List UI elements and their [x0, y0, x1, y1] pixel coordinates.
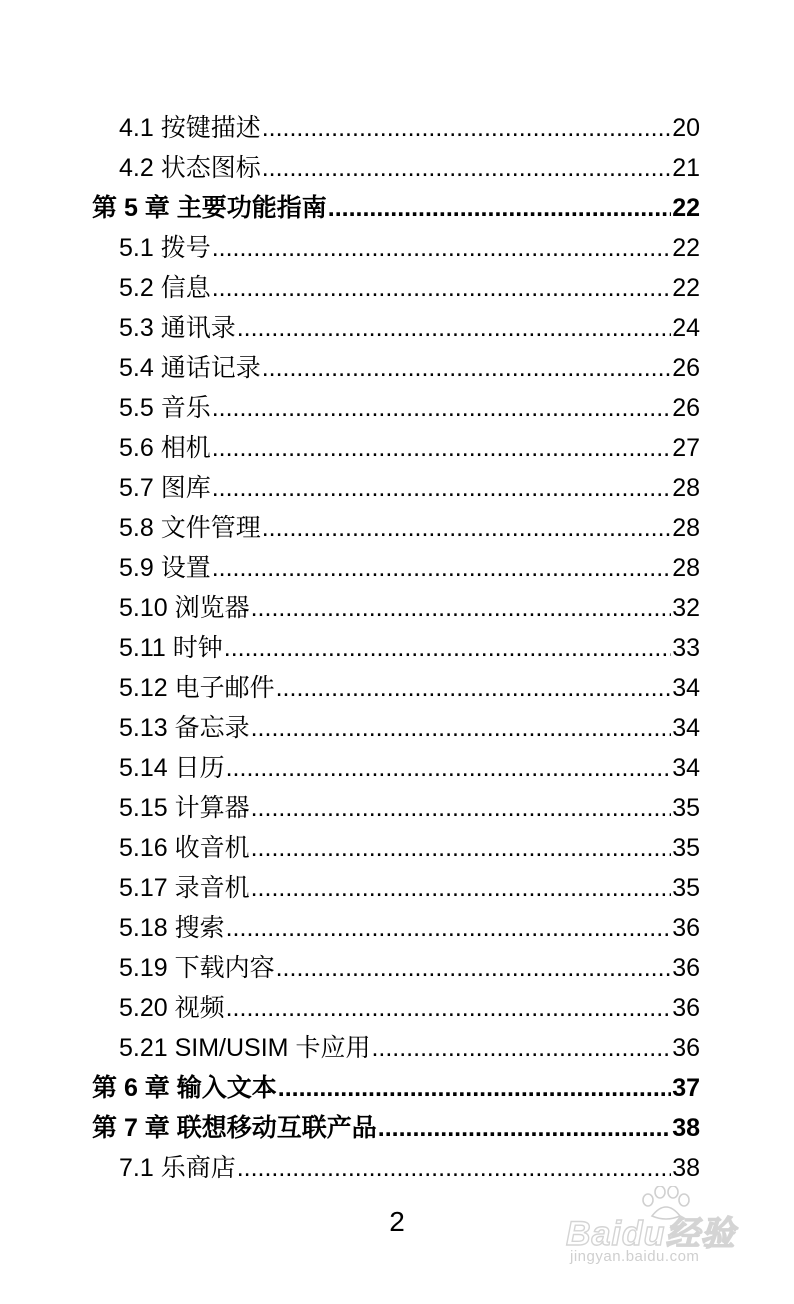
toc-entry-page: 22	[672, 194, 700, 222]
toc-entry-page: 28	[672, 474, 700, 502]
toc-section-entry[interactable]	[0, 988, 794, 1028]
watermark-brand: Baidu经验	[566, 1215, 736, 1253]
table-of-contents	[0, 108, 794, 1188]
toc-section-entry[interactable]	[0, 468, 794, 508]
toc-entry-label: 5.18 搜索	[119, 914, 225, 942]
toc-section-entry[interactable]	[0, 388, 794, 428]
toc-entry-label: 5.17 录音机	[119, 874, 250, 902]
page-number: 2	[389, 1206, 405, 1237]
toc-entry-page: 35	[672, 834, 700, 862]
toc-entry-label: 5.16 收音机	[119, 834, 250, 862]
toc-section-entry[interactable]	[0, 588, 794, 628]
toc-entry-page: 26	[672, 394, 700, 422]
toc-entry-page: 33	[672, 634, 700, 662]
toc-section-entry[interactable]	[0, 308, 794, 348]
toc-entry-page: 36	[672, 914, 700, 942]
toc-entry-page: 20	[672, 114, 700, 142]
toc-section-entry[interactable]	[0, 348, 794, 388]
toc-entry-page: 26	[672, 354, 700, 382]
toc-section-entry[interactable]	[0, 228, 794, 268]
toc-section-entry[interactable]	[0, 148, 794, 188]
toc-entry-label: 4.2 状态图标	[119, 154, 261, 182]
toc-chapter-entry[interactable]	[0, 1108, 794, 1148]
toc-entry-label: 5.1 拨号	[119, 234, 211, 262]
toc-entry-label: 5.6 相机	[119, 434, 211, 462]
toc-section-entry[interactable]	[0, 108, 794, 148]
dot-leader	[378, 1108, 671, 1148]
dot-leader	[251, 708, 672, 748]
toc-entry-label: 第 6 章 输入文本	[92, 1074, 277, 1102]
toc-entry-page: 35	[672, 874, 700, 902]
toc-section-entry[interactable]	[0, 788, 794, 828]
toc-entry-page: 36	[672, 1034, 700, 1062]
toc-entry-page: 34	[672, 714, 700, 742]
dot-leader	[237, 308, 671, 348]
toc-entry-label: 5.5 音乐	[119, 394, 211, 422]
dot-leader	[262, 148, 671, 188]
toc-entry-label: 5.7 图库	[119, 474, 211, 502]
toc-entry-label: 5.4 通话记录	[119, 354, 261, 382]
toc-section-entry[interactable]	[0, 428, 794, 468]
toc-entry-page: 32	[672, 594, 700, 622]
toc-entry-page: 24	[672, 314, 700, 342]
baidu-watermark	[560, 1186, 760, 1276]
dot-leader	[251, 588, 672, 628]
toc-section-entry[interactable]	[0, 508, 794, 548]
toc-entry-page: 34	[672, 674, 700, 702]
dot-leader	[212, 428, 671, 468]
toc-entry-page: 34	[672, 754, 700, 782]
toc-entry-page: 38	[672, 1114, 700, 1142]
dot-leader	[251, 788, 672, 828]
toc-entry-label: 5.2 信息	[119, 274, 211, 302]
dot-leader	[276, 668, 672, 708]
dot-leader	[212, 268, 671, 308]
toc-section-entry[interactable]	[0, 668, 794, 708]
toc-entry-label: 7.1 乐商店	[119, 1154, 236, 1182]
toc-entry-page: 35	[672, 794, 700, 822]
toc-entry-page: 22	[672, 274, 700, 302]
toc-entry-label: 5.11 时钟	[119, 634, 223, 662]
toc-entry-label: 5.20 视频	[119, 994, 225, 1022]
toc-entry-page: 28	[672, 554, 700, 582]
toc-section-entry[interactable]	[0, 1148, 794, 1188]
dot-leader	[226, 988, 672, 1028]
toc-section-entry[interactable]	[0, 268, 794, 308]
dot-leader	[226, 908, 672, 948]
toc-section-entry[interactable]	[0, 948, 794, 988]
dot-leader	[251, 868, 672, 908]
dot-leader	[224, 628, 671, 668]
toc-entry-page: 36	[672, 954, 700, 982]
toc-entry-label: 5.3 通讯录	[119, 314, 236, 342]
toc-entry-label: 5.21 SIM/USIM 卡应用	[119, 1034, 371, 1062]
toc-entry-page: 37	[672, 1074, 700, 1102]
toc-entry-label: 5.8 文件管理	[119, 514, 261, 542]
toc-entry-page: 38	[672, 1154, 700, 1182]
toc-entry-page: 27	[672, 434, 700, 462]
dot-leader	[278, 1068, 671, 1108]
toc-entry-label: 5.19 下载内容	[119, 954, 275, 982]
dot-leader	[212, 388, 671, 428]
toc-chapter-entry[interactable]	[0, 188, 794, 228]
toc-entry-label: 5.14 日历	[119, 754, 225, 782]
toc-section-entry[interactable]	[0, 868, 794, 908]
toc-section-entry[interactable]	[0, 548, 794, 588]
toc-chapter-entry[interactable]	[0, 1068, 794, 1108]
dot-leader	[212, 548, 671, 588]
toc-entry-page: 22	[672, 234, 700, 262]
toc-entry-label: 5.10 浏览器	[119, 594, 250, 622]
toc-entry-label: 4.1 按键描述	[119, 114, 261, 142]
toc-entry-label: 第 7 章 联想移动互联产品	[92, 1114, 377, 1142]
dot-leader	[212, 468, 671, 508]
dot-leader	[262, 108, 671, 148]
toc-entry-label: 第 5 章 主要功能指南	[92, 194, 327, 222]
watermark-site: jingyan.baidu.com	[570, 1248, 700, 1265]
toc-entry-page: 36	[672, 994, 700, 1022]
dot-leader	[371, 1028, 671, 1068]
toc-entry-label: 5.15 计算器	[119, 794, 250, 822]
toc-entry-label: 5.12 电子邮件	[119, 674, 275, 702]
toc-section-entry[interactable]	[0, 908, 794, 948]
toc-section-entry[interactable]	[0, 1028, 794, 1068]
dot-leader	[276, 948, 672, 988]
toc-section-entry[interactable]	[0, 708, 794, 748]
toc-section-entry[interactable]	[0, 828, 794, 868]
dot-leader	[212, 228, 671, 268]
dot-leader	[237, 1148, 671, 1188]
dot-leader	[226, 748, 672, 788]
toc-entry-label: 5.13 备忘录	[119, 714, 250, 742]
dot-leader	[262, 508, 671, 548]
toc-entry-page: 28	[672, 514, 700, 542]
toc-section-entry[interactable]	[0, 748, 794, 788]
dot-leader	[251, 828, 672, 868]
toc-entry-label: 5.9 设置	[119, 554, 211, 582]
dot-leader	[328, 188, 671, 228]
dot-leader	[262, 348, 671, 388]
toc-section-entry[interactable]	[0, 628, 794, 668]
toc-entry-page: 21	[672, 154, 700, 182]
